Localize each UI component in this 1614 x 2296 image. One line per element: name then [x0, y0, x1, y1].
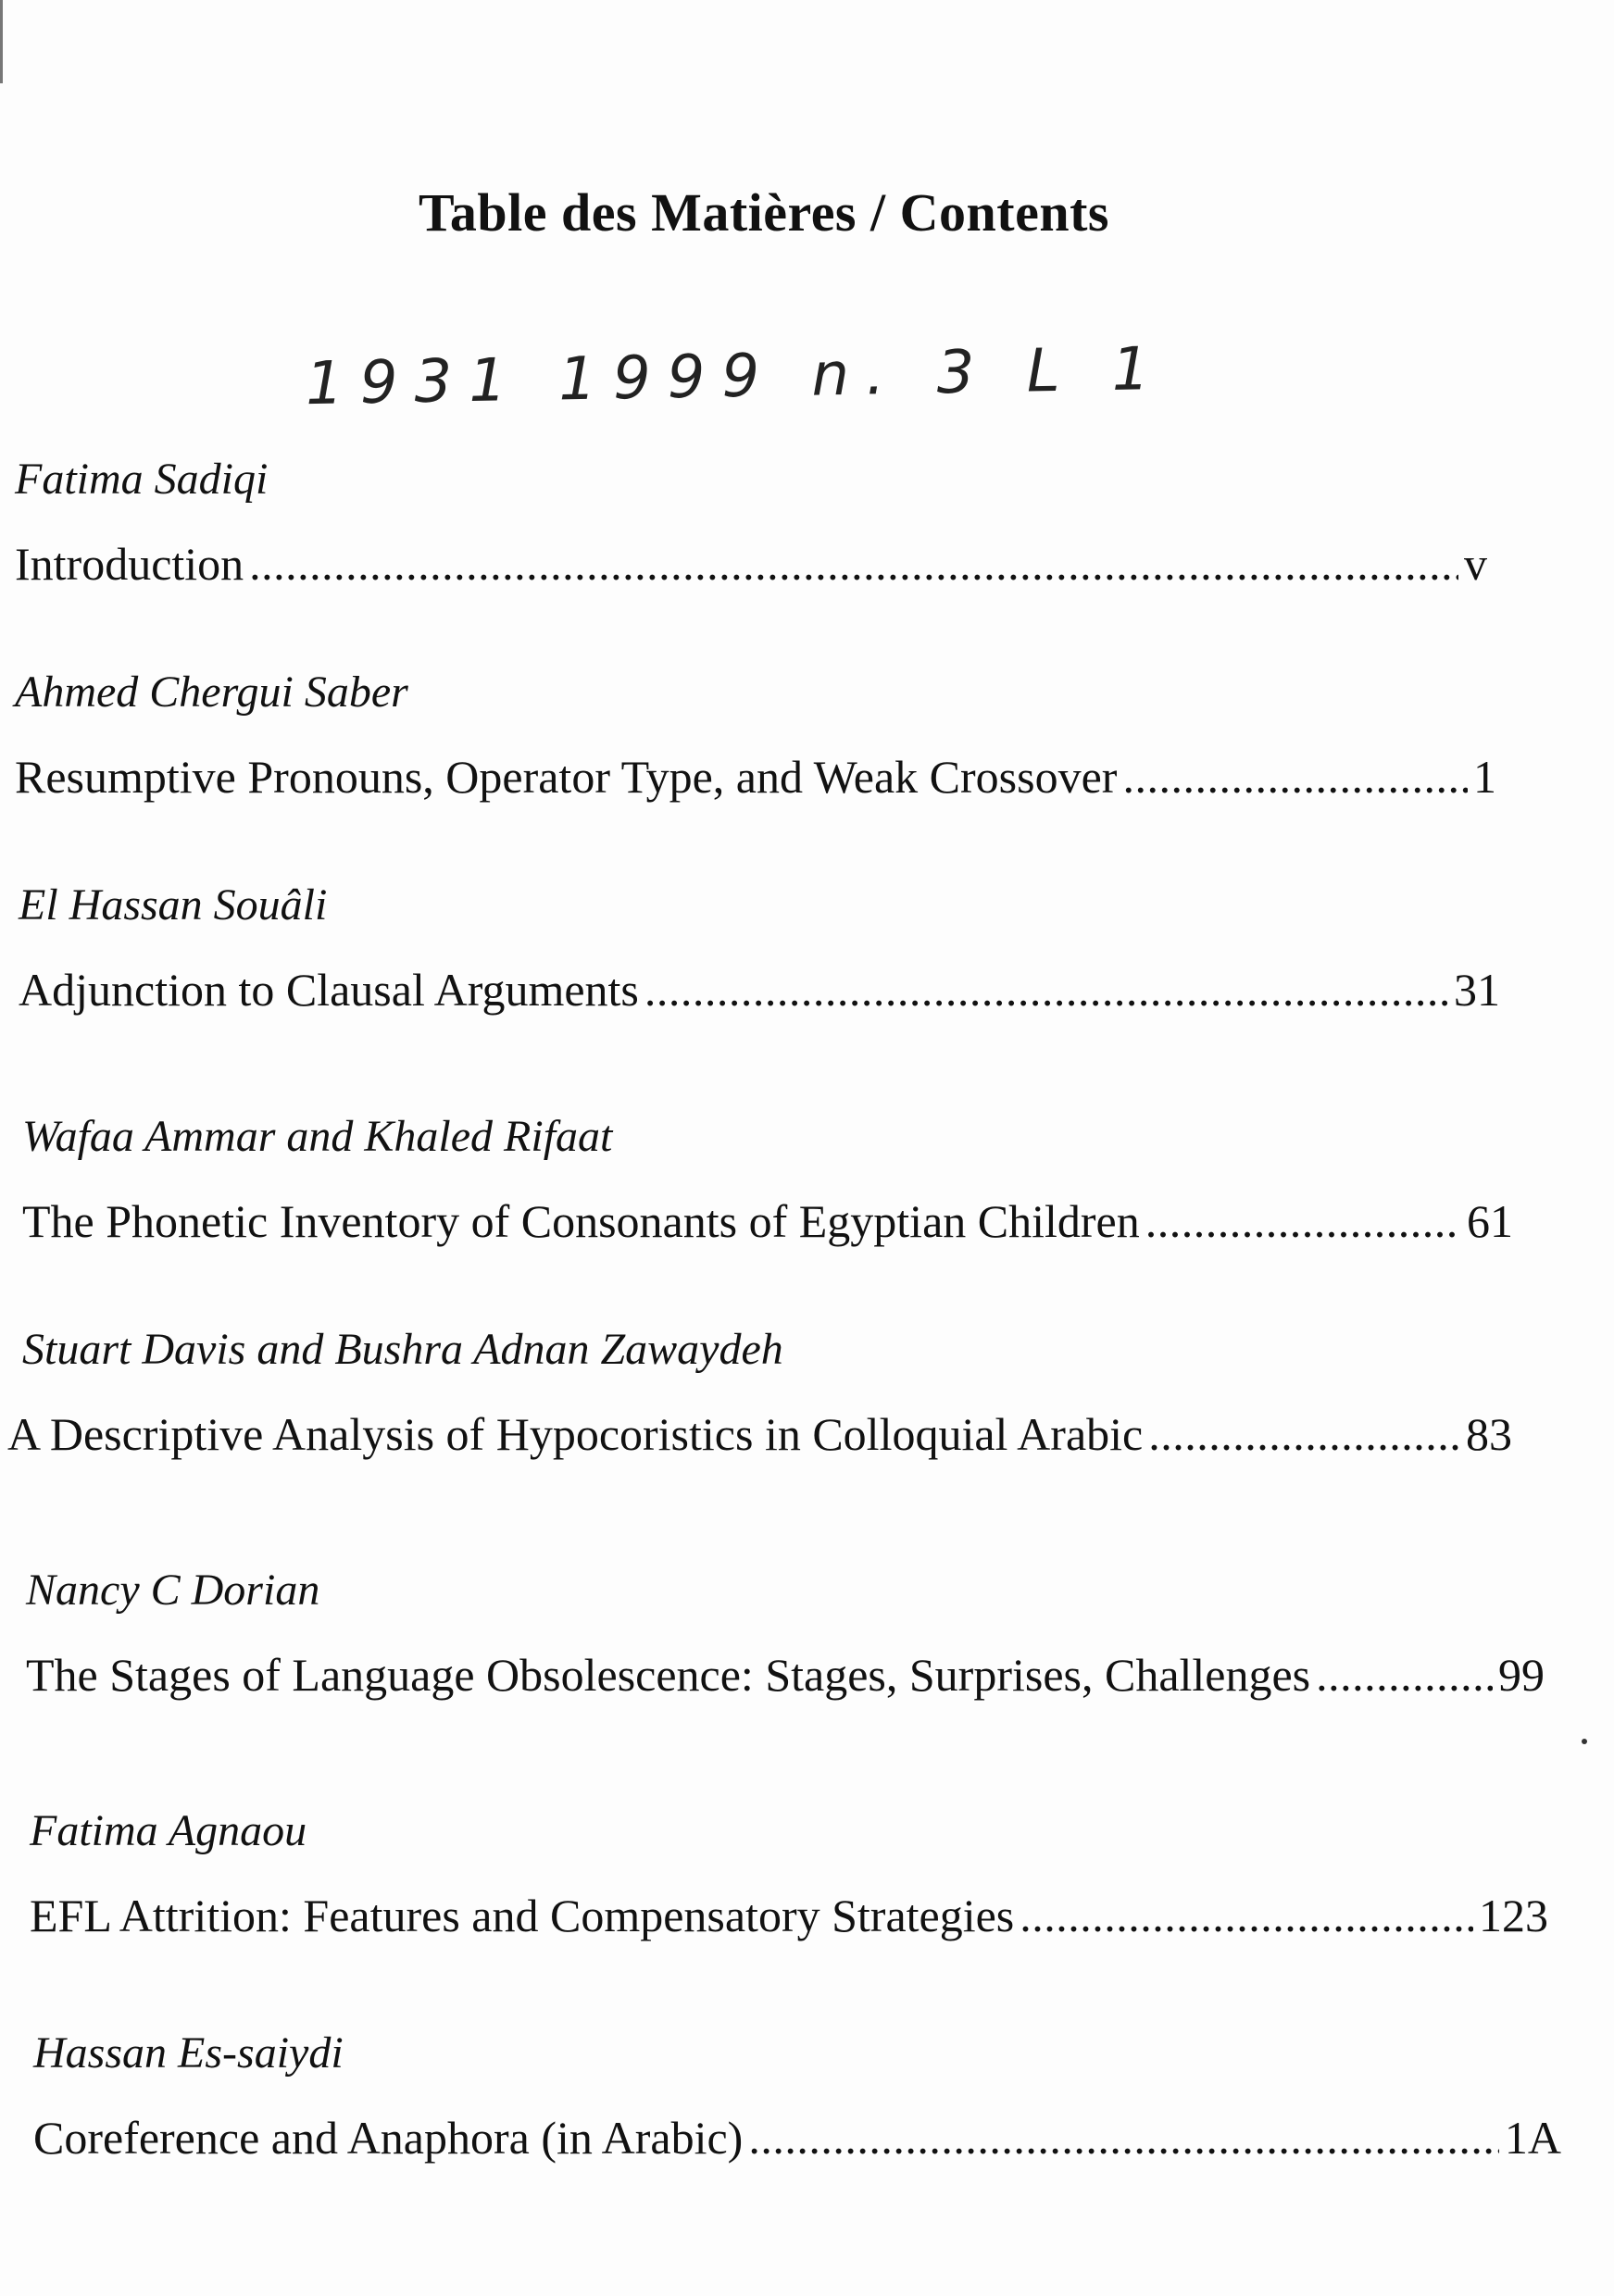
- entry-page: 1A: [1504, 2112, 1561, 2164]
- leader-dots: [644, 961, 1448, 1018]
- leader-dots: [1145, 1192, 1461, 1250]
- entry-author: Ahmed Chergui Saber: [15, 668, 408, 717]
- scan-edge-mark: [0, 0, 3, 83]
- entry-page: 31: [1454, 964, 1500, 1016]
- leader-dots: [249, 535, 1458, 593]
- entry-line: [7, 1405, 1512, 1463]
- leader-dots: [1020, 1887, 1473, 1944]
- entry-page: 123: [1479, 1890, 1548, 1941]
- entry-title: Coreference and Anaphora (in Arabic): [33, 2112, 744, 2164]
- entry-title: The Stages of Language Obsolescence: Stages, Surprises, Challenges: [26, 1649, 1311, 1701]
- entry-line: [33, 2109, 1561, 2166]
- page-title: Table des Matières / Contents: [419, 182, 1109, 243]
- entry-title: Resumptive Pronouns, Operator Type, and Weak Crossover: [15, 751, 1118, 803]
- leader-dots: [1122, 748, 1468, 805]
- leader-dots: [1148, 1405, 1460, 1463]
- entry-author: Nancy C Dorian: [26, 1566, 320, 1615]
- entry-title: The Phonetic Inventory of Consonants of Egyptian Children: [22, 1195, 1140, 1247]
- toc-entry: [30, 1803, 1567, 1944]
- entry-title: A Descriptive Analysis of Hypocoristics in Colloquial Arabic: [7, 1408, 1144, 1460]
- toc-entry: [19, 878, 1556, 1018]
- entry-page: 61: [1467, 1195, 1513, 1247]
- entry-page: 1: [1473, 751, 1496, 803]
- toc-entry: [7, 1322, 1559, 1463]
- handwritten-note: 1931 1999 n. 3 L 1: [305, 334, 1168, 419]
- entry-author: Fatima Sadiqi: [15, 455, 269, 504]
- toc-entry: [26, 1563, 1563, 1703]
- toc-entry: [15, 452, 1552, 593]
- entry-page: v: [1464, 538, 1487, 590]
- entry-author: Hassan Es-saiydi: [33, 2028, 344, 2078]
- entry-title: Adjunction to Clausal Arguments: [19, 964, 639, 1016]
- entry-line: [26, 1646, 1545, 1703]
- entry-line: [15, 748, 1496, 805]
- entry-title: Introduction: [15, 538, 244, 590]
- entry-line: [22, 1192, 1513, 1250]
- entry-author: Wafaa Ammar and Khaled Rifaat: [22, 1112, 613, 1161]
- leader-dots: [1316, 1646, 1493, 1703]
- entry-line: [15, 535, 1487, 593]
- leader-dots: [748, 2109, 1499, 2166]
- entry-author: Fatima Agnaou: [30, 1806, 307, 1855]
- scan-speck: [1582, 1739, 1587, 1744]
- entry-page: 99: [1498, 1649, 1545, 1701]
- entry-author: El Hassan Souâli: [19, 880, 328, 930]
- toc-entry: [22, 1109, 1559, 1250]
- entry-line: [30, 1887, 1548, 1944]
- entry-author: Stuart Davis and Bushra Adnan Zawaydeh: [22, 1325, 783, 1374]
- entry-page: 83: [1466, 1408, 1512, 1460]
- entry-title: EFL Attrition: Features and Compensatory Strategies: [30, 1890, 1015, 1941]
- entry-line: [19, 961, 1500, 1018]
- toc-entry: [15, 665, 1552, 805]
- toc-entry: [33, 2026, 1570, 2166]
